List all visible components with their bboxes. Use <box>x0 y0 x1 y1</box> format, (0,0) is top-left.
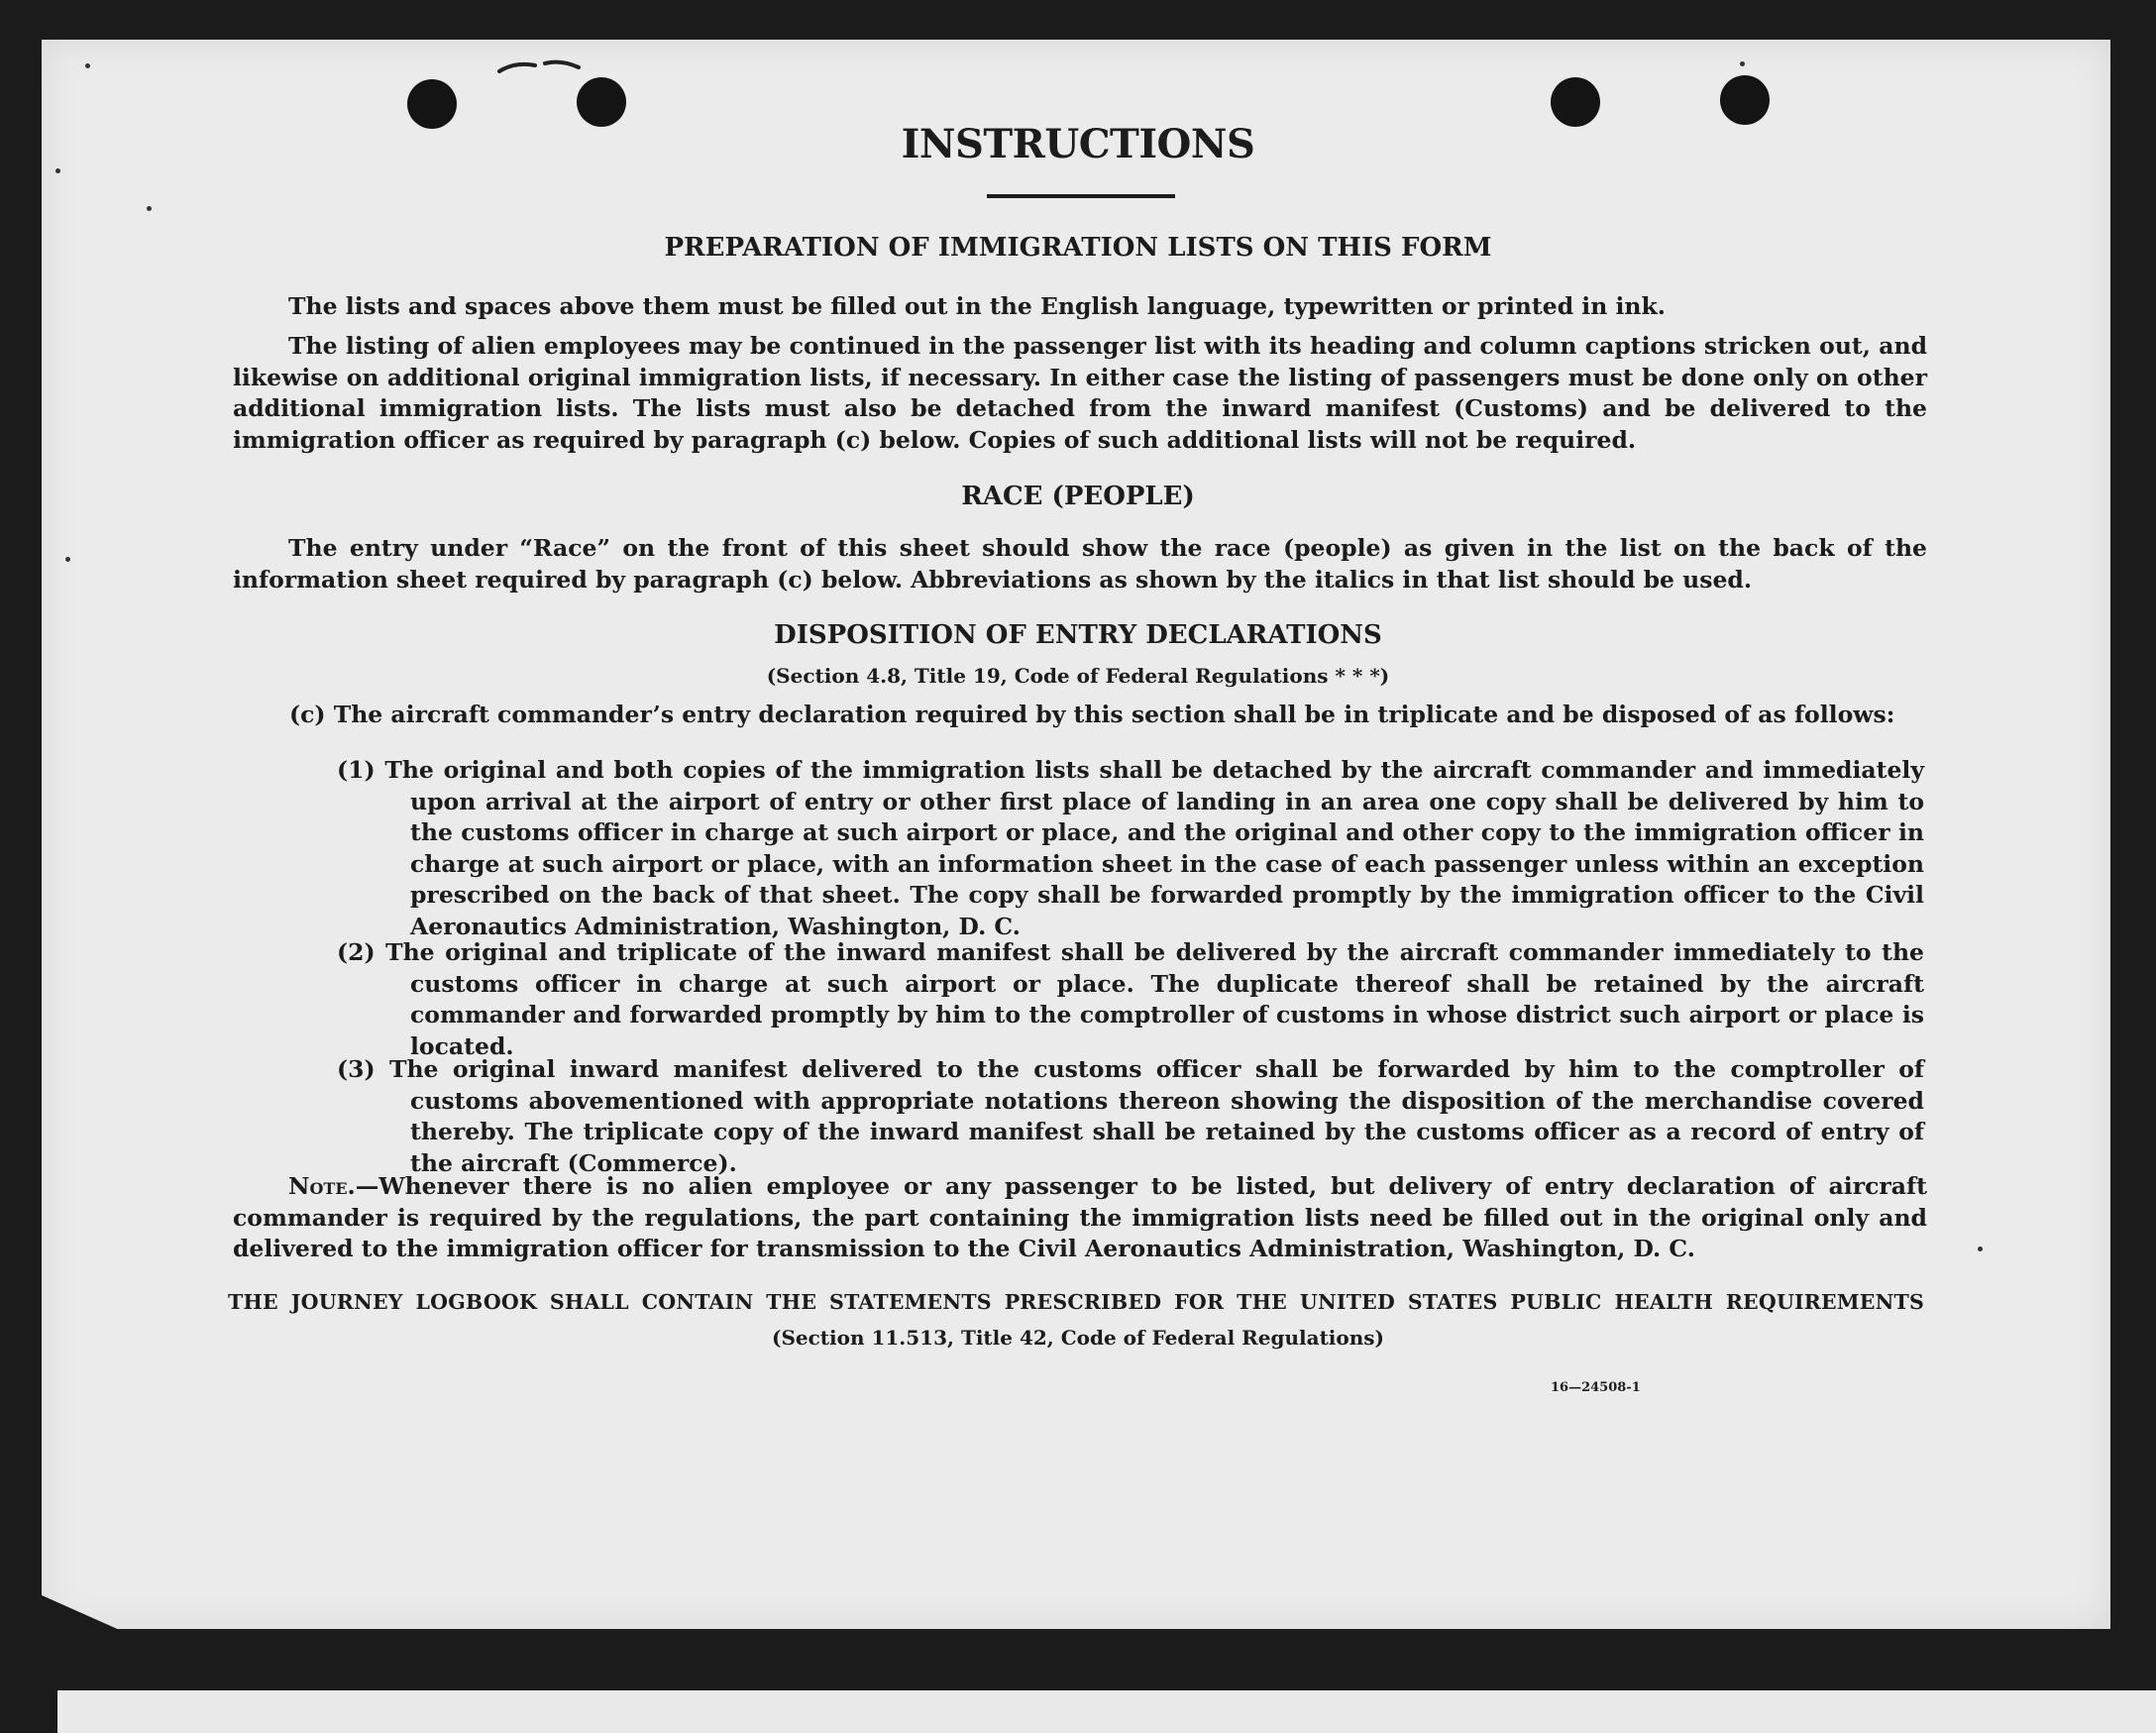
list-item-1: (1) The original and both copies of the immigration lists shall be detached by the aircraft commander and immediately upon arrival at the airport of entry or other first place of landing in an area one copy shall be delivered by him to the customs officer in charge at such airport or place, and the original and other copy to the immigration officer in charge at such airport or place, with an information sheet in the case of each passenger unless within an exception prescribed on the back of that sheet. The copy shall be forwarded promptly by the immigration officer to the Civil Aeronautics Administration, Washington, D. C. <box>337 756 1924 940</box>
form-number: 16—24508-1 <box>1551 1380 1641 1395</box>
clause-c: (c) The aircraft commander’s entry declaration required by this section shall be in triplicate and be disposed of as follows: <box>289 701 1895 728</box>
preparation-paragraph-2: The listing of alien employees may be continued in the passenger list with its heading and column captions stricken out, and likewise on additional original immigration lists, if necessary. In either case the listing of passengers must be done only on other additional immigration lists. The lists must also be detached from the inward manifest (Customs) and be delivered to the immigration officer as required by paragraph (c) below. Copies of such additional lists will not be required. <box>233 332 1927 454</box>
list-item-2: (2) The original and triplicate of the inward manifest shall be delivered by the aircraft commander immediately to the customs officer in charge at such airport or place. The duplicate thereof shall be retained by the aircraft commander and forwarded promptly by him to the comptroller of customs in whose district such airport or place is located. <box>337 938 1924 1060</box>
preparation-heading: PREPARATION OF IMMIGRATION LISTS ON THIS FORM <box>664 233 1492 263</box>
preparation-paragraph-1: The lists and spaces above them must be filled out in the English language, typewritten or printed in ink. <box>288 292 1666 320</box>
scan-speck <box>1740 61 1745 66</box>
page-title: INSTRUCTIONS <box>901 121 1255 167</box>
title-underline <box>987 194 1175 198</box>
scan-speck <box>85 63 90 68</box>
scan-speck <box>55 168 60 173</box>
race-paragraph: The entry under “Race” on the front of this sheet should show the race (people) as given in the list on the back of the information sheet required by paragraph (c) below. Abbreviations as shown by the italics in that list should be used. <box>233 534 1927 594</box>
note-paragraph <box>233 1171 1927 1265</box>
race-heading: RACE (PEOPLE) <box>961 482 1195 511</box>
punch-hole-2 <box>577 77 626 127</box>
list-item-3: (3) The original inward manifest delivered to the customs officer shall be forwarded by him to the comptroller of customs abovementioned with appropriate notations thereon showing the disposition of the merchandise covered thereby. The triplicate copy of the inward manifest shall be retained by the customs officer as a record of entry of the aircraft (Commerce). <box>337 1055 1924 1177</box>
health-heading: THE JOURNEY LOGBOOK SHALL CONTAIN THE STATEMENTS PRESCRIBED FOR THE UNITED STATES PUBLIC HEALTH REQUIREMENTS <box>228 1290 1924 1314</box>
underlying-sheet-edge <box>57 1690 2156 1733</box>
disposition-citation: (Section 4.8, Title 19, Code of Federal Regulations * * *) <box>766 664 1390 688</box>
punch-hole-4 <box>1720 75 1770 125</box>
health-citation: (Section 11.513, Title 42, Code of Federal Regulations) <box>771 1326 1385 1350</box>
pen-mark <box>495 57 585 75</box>
scan-speck <box>1978 1246 1983 1251</box>
disposition-heading: DISPOSITION OF ENTRY DECLARATIONS <box>774 620 1382 650</box>
punch-hole-3 <box>1551 77 1600 127</box>
note-text: —Whenever there is no alien employee or any passenger to be listed, but delivery of entry declaration of aircraft commander is required by the regulations, the part containing the immigration lists need be filled out in the original only and delivered to the immigration officer for transmission to the Civil Aeronautics Administration, Washington, D. C. <box>233 1172 1927 1262</box>
scan-speck <box>147 206 152 211</box>
scan-speck <box>65 557 70 562</box>
note-label: Note. <box>288 1172 356 1200</box>
